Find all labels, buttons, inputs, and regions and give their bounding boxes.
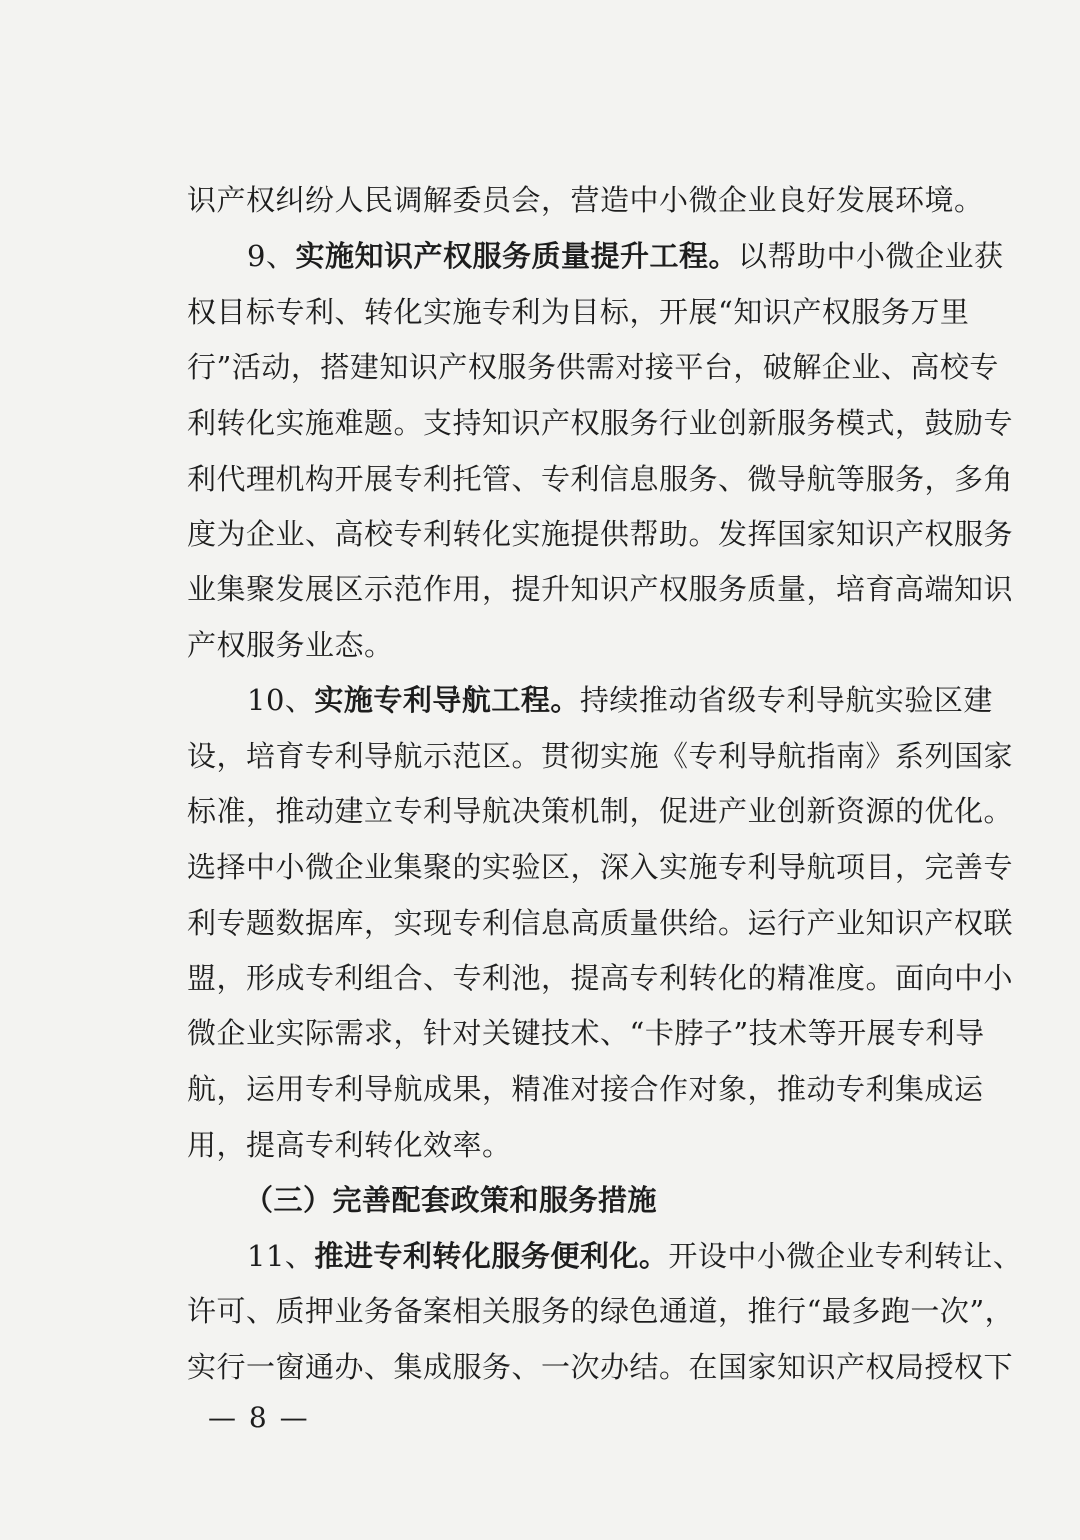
item-title: 推进专利转化服务便利化。: [314, 1239, 669, 1273]
section-heading: [244, 1180, 1004, 1220]
item-heading-line: [247, 1236, 1023, 1276]
line-text: 用，提高专利转化效率。: [187, 1128, 512, 1162]
body-line: [187, 625, 1007, 665]
item-number: 11、: [247, 1239, 315, 1273]
line-text: 许可、质押业务备案相关服务的绿色通道，推行“最多跑一次”，: [187, 1294, 1015, 1328]
body-line: [187, 292, 1007, 332]
line-text: 开设中小微企业专利转让、: [668, 1239, 1023, 1273]
item-title: 实施专利导航工程。: [314, 683, 580, 717]
line-text: 识产权纠纷人民调解委员会，营造中小微企业良好发展环境。: [187, 183, 984, 217]
line-text: 权目标专利、转化实施专利为目标，开展“知识产权服务万里: [187, 295, 970, 329]
line-text: 利转化实施难题。支持知识产权服务行业创新服务模式，鼓励专: [187, 406, 1014, 440]
line-text: 盟，形成专利组合、专利池，提高专利转化的精准度。面向中小: [187, 961, 1014, 995]
body-line: [187, 736, 1014, 776]
body-line: [187, 791, 1014, 831]
line-text: 业集聚发展区示范作用，提升知识产权服务质量，培育高端知识: [187, 572, 1014, 606]
line-text: 实行一窗通办、集成服务、一次办结。在国家知识产权局授权下: [187, 1350, 1014, 1384]
body-line: [187, 1069, 1007, 1109]
body-line: [187, 514, 1014, 554]
page-number: — 8 —: [208, 1401, 310, 1434]
section-title: （三）完善配套政策和服务措施: [244, 1183, 658, 1217]
line-text: 产权服务业态。: [187, 628, 394, 662]
line-text: 选择中小微企业集聚的实验区，深入实施专利导航项目，完善专: [187, 850, 1014, 884]
item-number: 9、: [247, 239, 296, 273]
line-text: 标准，推动建立专利导航决策机制，促进产业创新资源的优化。: [187, 794, 1014, 828]
body-line: [187, 1125, 1007, 1165]
item-number: 10、: [247, 683, 315, 717]
line-text: 以帮助中小微企业获: [737, 239, 1004, 273]
line-text: 度为企业、高校专利转化实施提供帮助。发挥国家知识产权服务: [187, 517, 1014, 551]
line-text: 微企业实际需求，针对关键技术、“卡脖子”技术等开展专利导: [187, 1016, 985, 1050]
body-line: [187, 569, 1014, 609]
item-heading-line: [247, 680, 1007, 720]
body-line: [187, 1013, 1007, 1053]
line-text: 持续推动省级专利导航实验区建: [579, 683, 993, 717]
body-line: [187, 180, 1007, 220]
line-text: 利专题数据库，实现专利信息高质量供给。运行产业知识产权联: [187, 906, 1014, 940]
item-heading-line: [247, 236, 1007, 276]
line-text: 航，运用专利导航成果，精准对接合作对象，推动专利集成运: [187, 1072, 984, 1106]
body-line: [187, 958, 1014, 998]
body-line: [187, 347, 1007, 387]
item-title: 实施知识产权服务质量提升工程。: [295, 239, 738, 273]
body-line: [187, 847, 1014, 887]
body-line: [187, 1291, 1015, 1331]
line-text: 行”活动，搭建知识产权服务供需对接平台，破解企业、高校专: [187, 350, 999, 384]
body-line: [187, 903, 1014, 943]
body-line: [187, 1347, 1014, 1387]
body-line: [187, 403, 1014, 443]
line-text: 设，培育专利导航示范区。贯彻实施《专利导航指南》系列国家: [187, 739, 1014, 773]
body-line: [187, 459, 1014, 499]
line-text: 利代理机构开展专利托管、专利信息服务、微导航等服务，多角: [187, 462, 1014, 496]
